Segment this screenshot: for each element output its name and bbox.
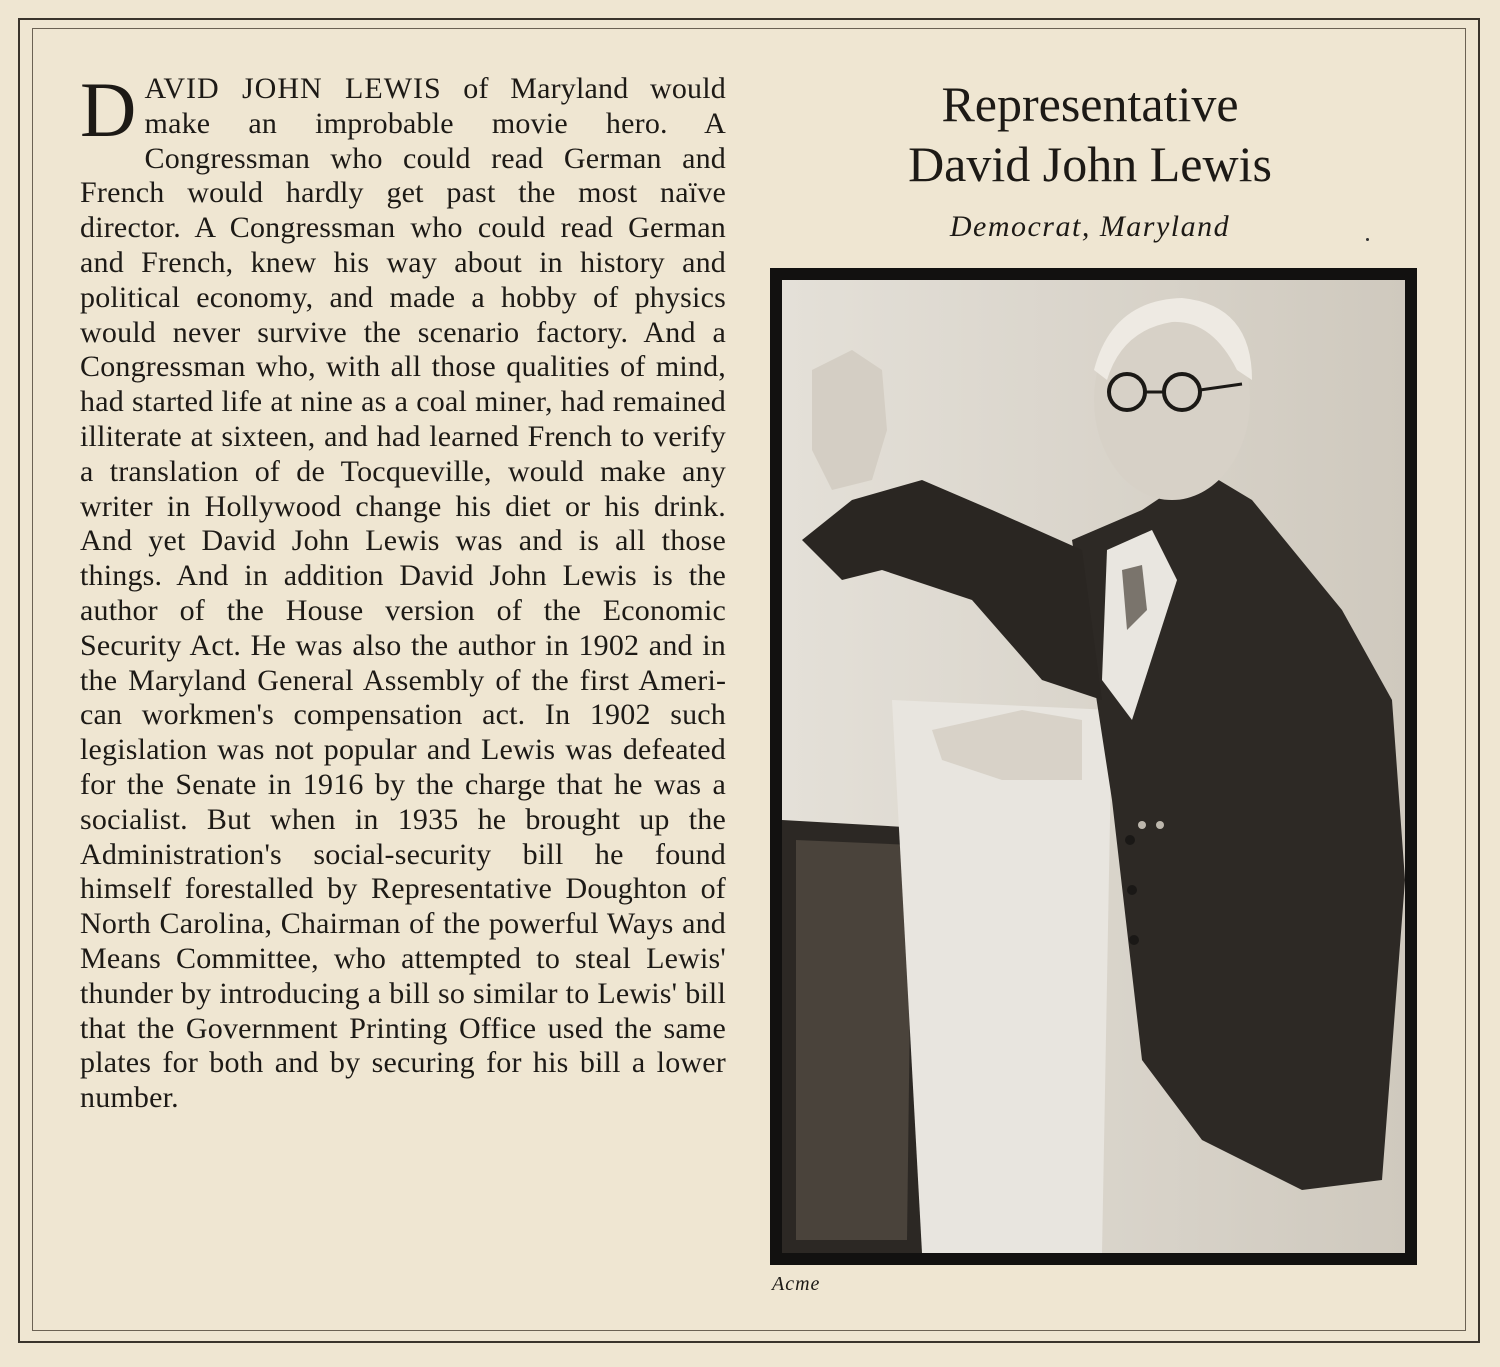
lead-in-caps: AVID JOHN LEWIS [144,72,442,105]
page-title [840,74,1340,194]
party-state-subtitle: Democrat, Maryland [949,210,1231,243]
title-line-1: Representative [941,76,1239,132]
article-body: of Maryland would make an improbable movie hero. A Congressman who could read German and French would hardly get past the most naïve director. A Congressman who could read German and French, knew his way about in history and political economy, and made a hobby of physics would never survive the scenario factory. And a Congressman who, with all those qualities of mind, had started life at nine as a coal miner, had remained illiterate at sixteen, and had learned French to verify a translation of de Tocqueville, would make any writer in Hollywood change his diet or his drink. And yet David John Lewis was and is all those things. And in addition David John Lewis is the author of the House version of the Economic Security Act. He was also the author in 1902 and in the Maryland General Assembly of the first American workmen's compensation act. In 1902 such legislation was not popular and Lewis was defeated for the Senate in 1916 by the charge that he was a socialist. But when in 1935 he brought up the Administration's social-security bill he found himself forestalled by Representative Doughton of North Carolina, Chairman of the powerful Ways and Means Committee, who attempted to steal Lewis' thunder by introducing a bill so similar to Lewis' bill that the Government Printing Office used the same plates for both and by securing for his bill a lower number. [80,72,726,1115]
photo-credit: Acme [772,1273,821,1295]
title-line-2: David John Lewis [908,136,1272,192]
article-text [80,66,726,1116]
print-speck [1366,238,1369,241]
drop-cap: D [80,66,137,153]
portrait-photo [782,280,1405,1253]
portrait-photo-frame [770,268,1417,1265]
